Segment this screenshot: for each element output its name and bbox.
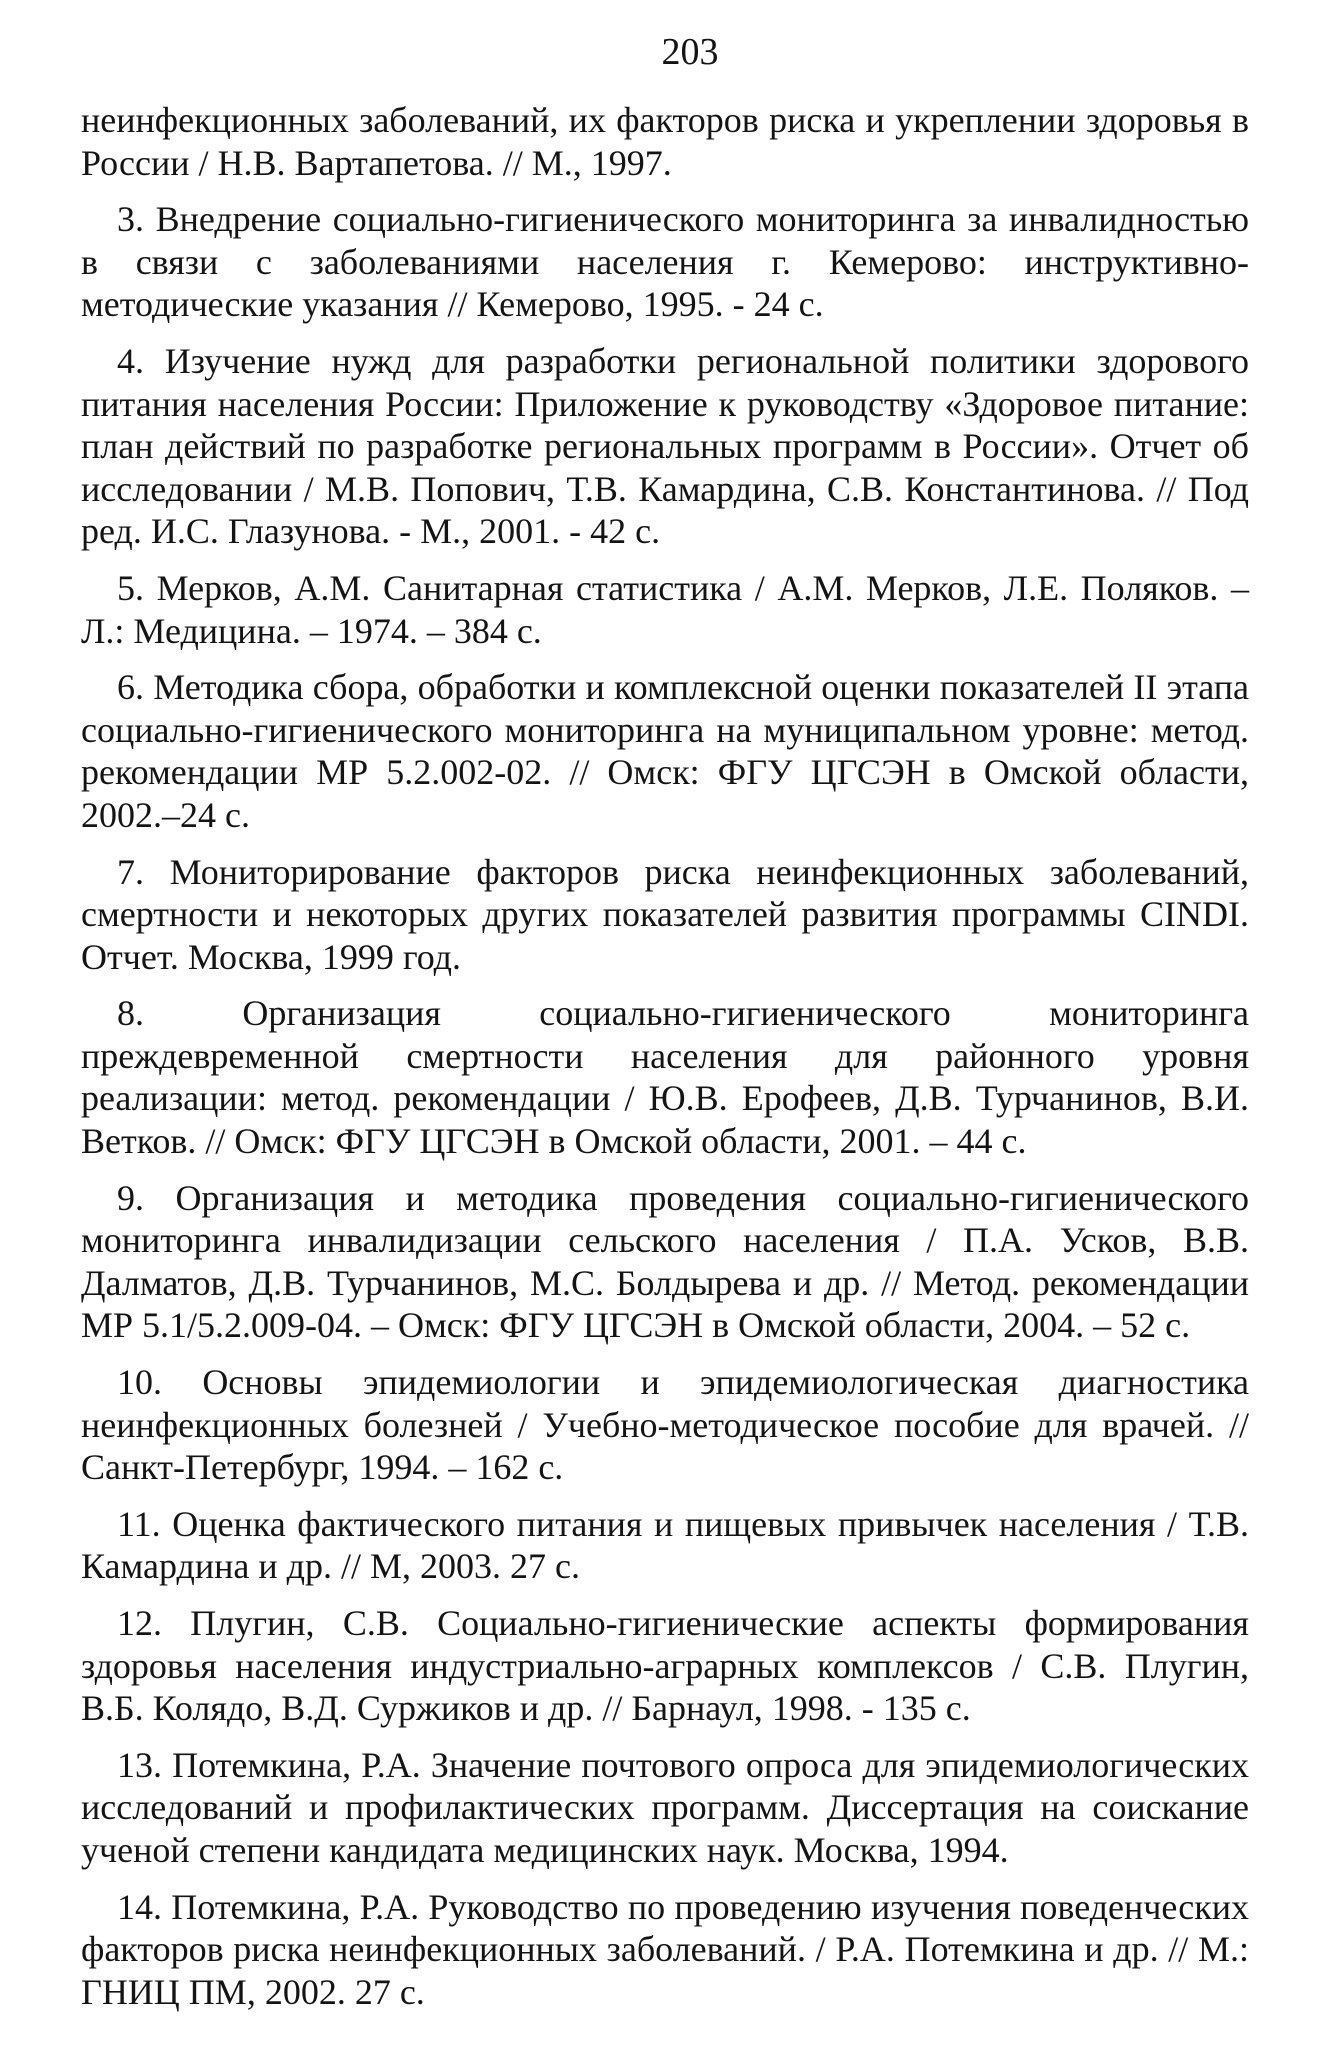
reference-item-14 [81, 1886, 1249, 2014]
reference-number: 8. [117, 993, 243, 1034]
reference-number: 4. [117, 340, 165, 381]
reference-list [81, 99, 1249, 2013]
reference-item-6 [81, 666, 1249, 836]
reference-text: Потемкина, Р.А. Руководство по проведению изучения поведенческих факторов риска неинфекционных заболеваний. / Р.А. Потемкина и др. // М.: ГНИЦ ПМ, 2002. 27 с. [81, 1886, 1250, 2012]
reference-text: Методика сбора, обработки и комплексной оценки показателей II этапа социально-гигиенического мониторинга на муниципальном уровне: метод. рекомендации МР 5.2.002-02. // Омск: ФГУ ЦГСЭН в Омской области, 2002.–24 с. [81, 667, 1249, 835]
reference-number: 7. [117, 851, 170, 892]
reference-item-7 [81, 851, 1249, 979]
reference-number: 5. [117, 567, 157, 608]
reference-text: Основы эпидемиологии и эпидемиологическая диагностика неинфекционных болезней / Учебно-методическое пособие для врачей. // Санкт-Петербург, 1994. – 162 с. [81, 1362, 1250, 1488]
reference-item-11 [81, 1503, 1249, 1588]
reference-number: 9. [117, 1177, 176, 1218]
reference-text: Оценка фактического питания и пищевых привычек населения / Т.В. Камардина и др. // М, 2003. 27 с. [81, 1503, 1249, 1587]
reference-text: Потемкина, Р.А. Значение почтового опроса для эпидемиологических исследований и профилактических программ. Диссертация на соискание ученой степени кандидата медицинских наук. Москва, 1994. [81, 1744, 1249, 1870]
reference-text: Изучение нужд для разработки региональной политики здорового питания населения России: Приложение к руководству «Здоровое питание: план действий по разработке региональных программ в России». Отчет об исследовании / М.В. Попович, Т.В. Камардина, С.В. Константинова. // Под ред. И.С. Глазунова. - М., 2001. - 42 с. [81, 340, 1250, 552]
page-number: 203 [661, 31, 719, 73]
reference-item-3 [81, 198, 1249, 326]
reference-text: Мониторирование факторов риска неинфекционных заболеваний, смертности и некоторых других показателей развития программы CINDI. Отчет. Москва, 1999 год. [81, 851, 1249, 977]
reference-number: 10. [117, 1362, 203, 1403]
reference-number: 13. [117, 1744, 173, 1785]
reference-number: 11. [117, 1503, 173, 1544]
reference-item-13 [81, 1744, 1249, 1872]
reference-item-8 [81, 992, 1249, 1162]
reference-item-9 [81, 1177, 1249, 1347]
reference-text: Организация и методика проведения социально-гигиенического мониторинга инвалидизации сельского населения / П.А. Усков, В.В. Далматов, Д.В. Турчанинов, М.С. Болдырева и др. // Метод. рекомендации МР 5.1/5.2.009-04. – Омск: ФГУ ЦГСЭН в Омской области, 2004. – 52 с. [81, 1177, 1250, 1346]
reference-number: 6. [117, 667, 154, 708]
reference-continuation: неинфекционных заболеваний, их факторов риска и укреплении здоровья в России / Н.В. Вартапетова. // М., 1997. [81, 100, 1249, 183]
reference-number: 3. [117, 199, 156, 240]
reference-number: 12. [117, 1603, 191, 1643]
reference-item-12 [81, 1602, 1249, 1730]
reference-text: Плугин, С.В. Социально-гигиенические аспекты формирования здоровья населения индустриально-аграрных комплексов / С.В. Плугин, В.Б. Колядо, В.Д. Суржиков и др. // Барнаул, 1998. - 135 с. [81, 1603, 1249, 1729]
reference-item-4 [81, 340, 1249, 553]
reference-item-10 [81, 1361, 1249, 1489]
reference-text: Внедрение социально-гигиенического мониторинга за инвалидностью в связи с заболеваниями населения г. Кемерово: инструктивно-методические указания // Кемерово, 1995. - 24 с. [81, 199, 1250, 325]
reference-text: Организация социально-гигиенического мониторинга преждевременной смертности населения для районного уровня реализации: метод. рекомендации / Ю.В. Ерофеев, Д.В. Турчанинов, В.И. Ветков. // Омск: ФГУ ЦГСЭН в Омской области, 2001. – 44 с. [81, 993, 1249, 1162]
reference-text: Мерков, А.М. Санитарная статистика / А.М. Мерков, Л.Е. Поляков. – Л.: Медицина. – 1974. – 384 с. [81, 567, 1249, 651]
reference-number: 14. [117, 1886, 172, 1927]
reference-item-5 [81, 567, 1249, 652]
